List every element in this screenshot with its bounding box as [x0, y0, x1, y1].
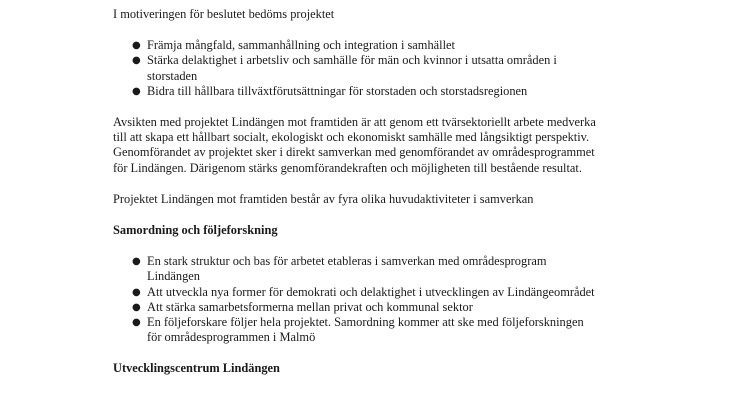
list-item-text: Att stärka samarbetsformerna mellan privat och kommunal sektor — [147, 299, 473, 314]
list-item-text: Stärka delaktighet i arbetsliv och samhälle för män och kvinnor i utsatta områden i storstaden — [147, 53, 557, 83]
section-heading-development-centre: Utvecklingscentrum Lindängen — [113, 361, 280, 376]
bullet-icon: ● — [132, 317, 141, 329]
bullet-icon: ● — [132, 40, 141, 52]
document-page — [113, 7, 613, 393]
bullet-icon: ● — [132, 55, 141, 67]
activities-paragraph: Projektet Lindängen mot framtiden består av fyra olika huvudaktiviteter i samverkan — [113, 191, 534, 206]
bullet-icon: ● — [132, 85, 141, 97]
bullet-icon: ● — [132, 301, 141, 313]
list-item — [113, 84, 603, 99]
list-item — [113, 315, 601, 345]
list-item-text: En följeforskare följer hela projektet. Samordning kommer att ske med följeforskningen för områdesprogrammen i Malmö — [147, 315, 584, 345]
section-heading-coordination: Samordning och följeforskning — [113, 223, 278, 238]
bullet-icon: ● — [132, 286, 141, 298]
list-item-text: Främja mångfald, sammanhållning och integration i samhället — [147, 38, 455, 53]
motivation-list — [113, 38, 603, 99]
list-item — [113, 285, 601, 300]
list-item — [113, 254, 601, 284]
list-item-text: En stark struktur och bas för arbetet etableras i samverkan med områdesprogram Lindängen — [147, 254, 547, 284]
list-item-text: Att utveckla nya former för demokrati och delaktighet i utvecklingen av Lindängeområdet — [147, 284, 595, 299]
list-item-text: Bidra till hållbara tillväxtförutsättningar för storstaden och storstadsregionen — [147, 83, 528, 98]
list-item — [113, 38, 603, 53]
aim-paragraph: Avsikten med projektet Lindängen mot framtiden är att genom ett tvärsektoriellt arbete medverka till att skapa ett hållbart socialt, ekologiskt och ekonomiskt samhälle med långsiktigt perspektiv. Genomförandet av projektet sker i direkt samverkan med genomförandet av områdesprogrammet för Lindängen. Därigenom stärks genomförandekraften och möjligheten till bestående resultat. — [113, 115, 596, 175]
coordination-list — [113, 254, 601, 345]
bullet-icon: ● — [132, 256, 141, 268]
list-item — [113, 300, 601, 315]
list-item — [113, 53, 603, 83]
intro-text: I motiveringen för beslutet bedöms projektet — [113, 7, 335, 21]
